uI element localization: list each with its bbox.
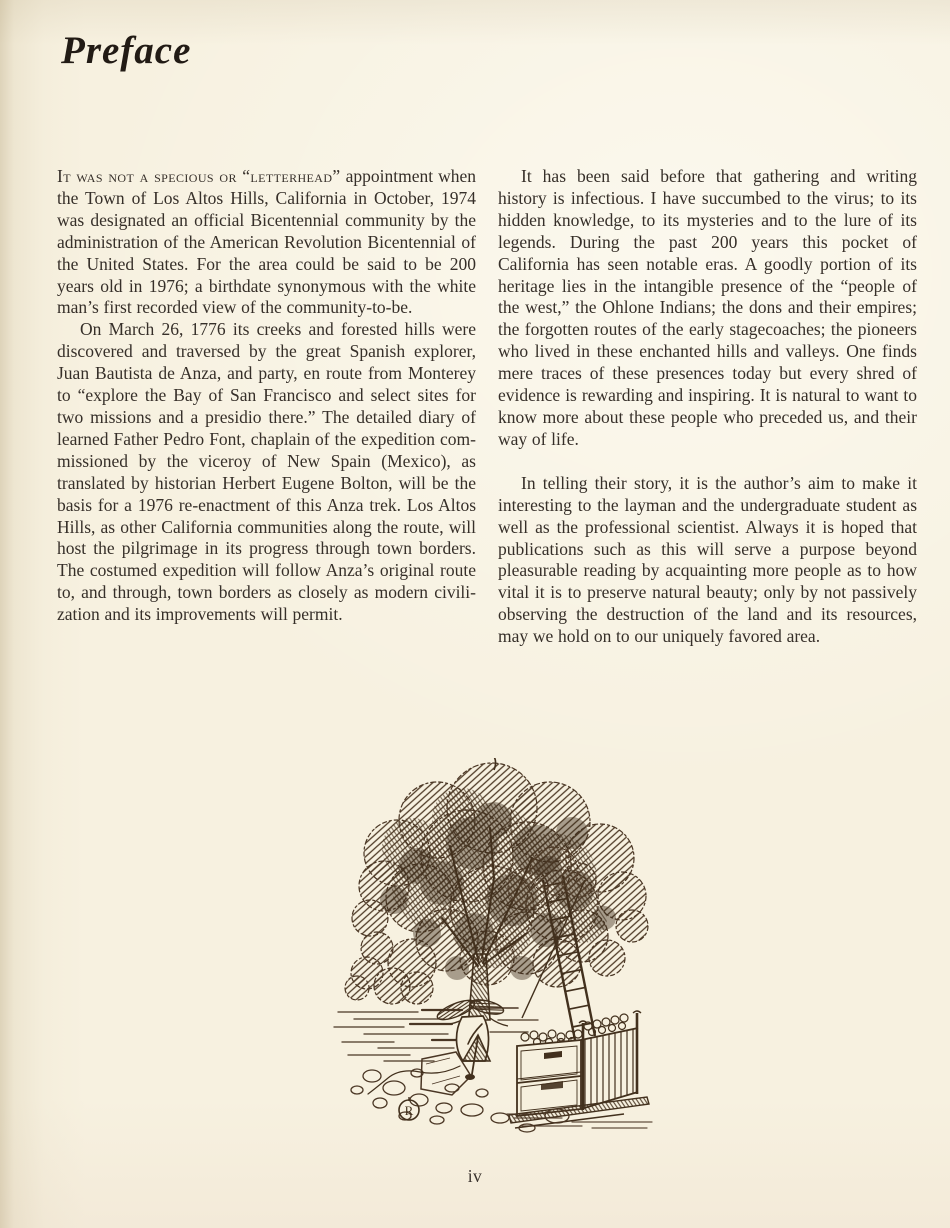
- foliage-dark-over-ladder: [534, 856, 562, 884]
- monogram-letter: R: [404, 1103, 414, 1118]
- tree-illustration: [322, 758, 667, 1138]
- paragraph-opening: [57, 166, 476, 319]
- text-columns: [57, 166, 918, 648]
- paragraph-authors-aim: In telling their story, it is the author’s aim to make it interesting to the layman and the undergraduate student as well as the professional scientist. Always it is hoped that publications such as this will serve a purpose beyond pleasurable reading by acquainting more people as to how vital it is to preserve natural beauty; only by not passively observing the destruction of the land and its resources, may we hold on to our uniquely favored area.: [498, 472, 917, 647]
- paragraph-history: It has been said before that gathering and writing history is infectious. I have succumbed to the virus; to its hidden knowledge, to its mysteries and to the lure of its legends. During the past 200 years this pocket of California has seen notable eras. A goodly portion of its heritage lies in the intangible presence of the “people of the west,” the Ohlone Indians; the dons and their empires; the forgotten routes of the early stagecoaches; the pioneers who lived in these enchanted hills and valleys. One finds mere traces of these presences today but every shred of evidence is rewarding and inspiring. It is natural to want to know more about these people who preceded us, and their way of life.: [498, 166, 917, 449]
- page-number: iv: [467, 1166, 483, 1186]
- page-title: Preface: [61, 29, 192, 72]
- smallcaps-lead: It was not a specious or “letterhead”: [57, 166, 341, 186]
- paragraph-opening-rest: appointment when the Town of Los Altos Hills, California in October, 1974 was designated an official Bicentennial community by the administration of the American Revolution Bicentennial of the United States. For the area could be said to be 200 years old in 1976; a birthdate synonymous with the white man’s first recorded view of the community-to-be.: [57, 166, 476, 318]
- fruit-crates: [509, 1011, 649, 1128]
- tree-illustration-svg: [322, 758, 667, 1138]
- left-column: [57, 166, 476, 648]
- artist-monogram: [399, 1097, 419, 1120]
- paragraph-anza: On March 26, 1776 its creeks and forested hills were discovered and traversed by the great Spanish explorer, Juan Bautista de Anza, and party, en route from Monterey to “explore the Bay of San Francisco and select sites for two missions and a presidio there.” The detailed diary of learned Father Pedro Font, chaplain of the expedition commissioned by the viceroy of New Spain (Mexico), as translated by historian Herbert Eugene Bolton, will be the basis for a 1976 re-enactment of this Anza trek. Los Altos Hills, as other California communities along the route, will host the pilgrimage in its progress through town borders. The costumed expedition will follow Anza’s original route to, and through, town borders as closely as modern civilization and its improvements will permit.: [57, 319, 476, 625]
- right-column: [498, 166, 917, 648]
- seated-figure: [368, 996, 505, 1094]
- figure-foot: [465, 1074, 475, 1080]
- ground-strokes: [334, 1008, 538, 1061]
